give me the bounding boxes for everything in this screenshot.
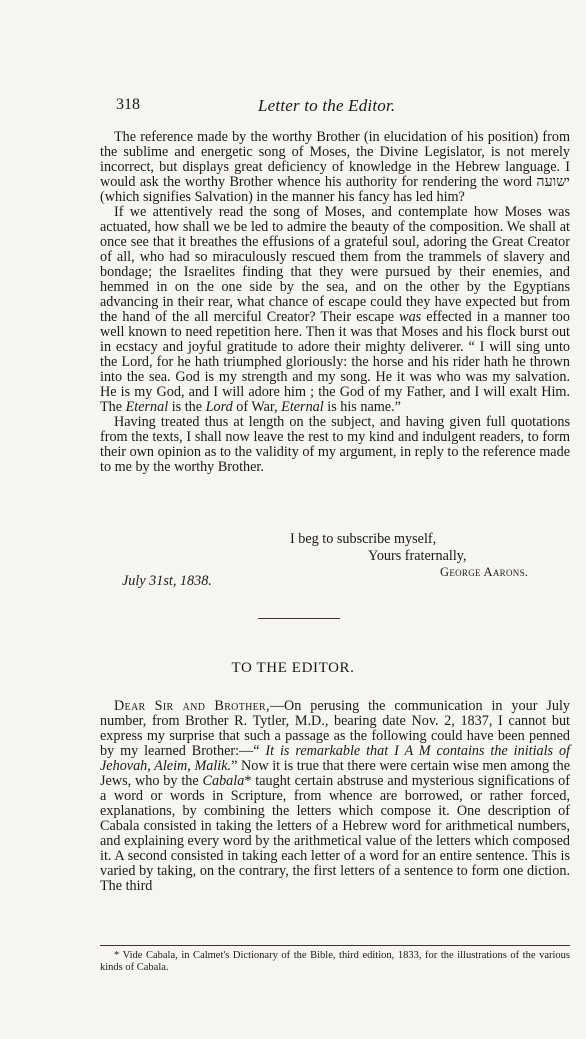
letter-date: July 31st, 1838. — [122, 573, 212, 589]
signature: George Aarons. — [440, 565, 529, 579]
page-number: 318 — [116, 96, 140, 113]
running-head: Letter to the Editor. — [258, 96, 396, 115]
letter-one-paragraph-2: If we attentively read the song of Moses, and contemplate how Moses was actuated, how shall we be led to admire the beauty of the composition. We shall at once see that it breathes the effusions of a grateful soul, adoring the Great Creator of all, who had so miraculously rescued them from the trammels of slavery and bondage; the Israelites finding that they were pursued by their enemies, and hemmed in on the one side by the sea, and on the other by the Egyptians advancing in their rear, what chance of escape could they have expected but from the hand of the all merciful Creator? Their escape was effected in a manner too well known to need repetition here. Then it was that Moses and his flock burst out in ecstacy and joyful gratitude to adore their mighty deliverer. “ I will sing unto the Lord, for he hath triumphed gloriously: the horse and his rider hath he thrown into the sea. God is my strength and my song. He it was who was my salvation. He is my God, and I will adore him ; the God of my Father, and I will exalt Him. The Eternal is the Lord of War, Eternal is his name.” — [100, 204, 570, 415]
letter-two-paragraph-1: Dear Sir and Brother,—On perusing the communication in your July number, from Brother R. Tytler, M.D., bearing date Nov. 2, 1837, I cannot but express my surprise that such a passage as the following could have been penned by my learned Brother:—“ It is remarkable that I A M contains the initials of Jehovah, Aleim, Malik.” Now it is true that there were certain wise men among the Jews, who by the Cabala* taught certain abstruse and mysterious significations of a word or words in Scripture, from whence are borrowed, or rather forced, explanations, by combining the letters which compose it. One description of Cabala consisted in taking the letters of a Hebrew word for arithmetical numbers, and explaining every word by the arithmetical value of the letters which composed it. A second consisted in taking each letter of a word for an entire sentence. This is varied by taking, on the contrary, the first letters of a sentence to form one diction. The third — [100, 698, 571, 894]
subscribe-line: I beg to subscribe myself, — [290, 531, 437, 547]
closing-line: Yours fraternally, — [368, 548, 467, 564]
section-heading: TO THE EDITOR. — [231, 660, 355, 676]
letter-two-body — [100, 699, 570, 894]
footnote-divider — [100, 945, 570, 946]
letter-one-body — [100, 130, 570, 475]
section-divider — [258, 618, 340, 619]
hebrew-word: ישועה — [536, 174, 570, 190]
salutation: Dear Sir and Brother, — [114, 698, 270, 714]
letter-one-paragraph-1: The reference made by the worthy Brother (in elucidation of his position) from the sublime and energetic song of Moses, the Divine Legislator, is not merely incorrect, but displays great deficiency of knowledge in the Hebrew language. I would ask the worthy Brother whence his authority for rendering the word ישועה (which signifies Salvation) in the manner his fancy has led him? — [100, 129, 570, 205]
footnote: * Vide Cabala, in Calmet's Dictionary of the Bible, third edition, 1833, for the illustrations of the various kinds of Cabala. — [100, 950, 570, 973]
quoted-passage: It is remarkable that I A M contains the initials of Jehovah, Aleim, Malik. — [100, 743, 571, 774]
letter-one-paragraph-3: Having treated thus at length on the subject, and having given full quotations from the texts, I shall now leave the rest to my kind and indulgent readers, to form their own opinion as to the validity of my argument, in reply to the reference made to me by the worthy Brother. — [100, 414, 570, 475]
